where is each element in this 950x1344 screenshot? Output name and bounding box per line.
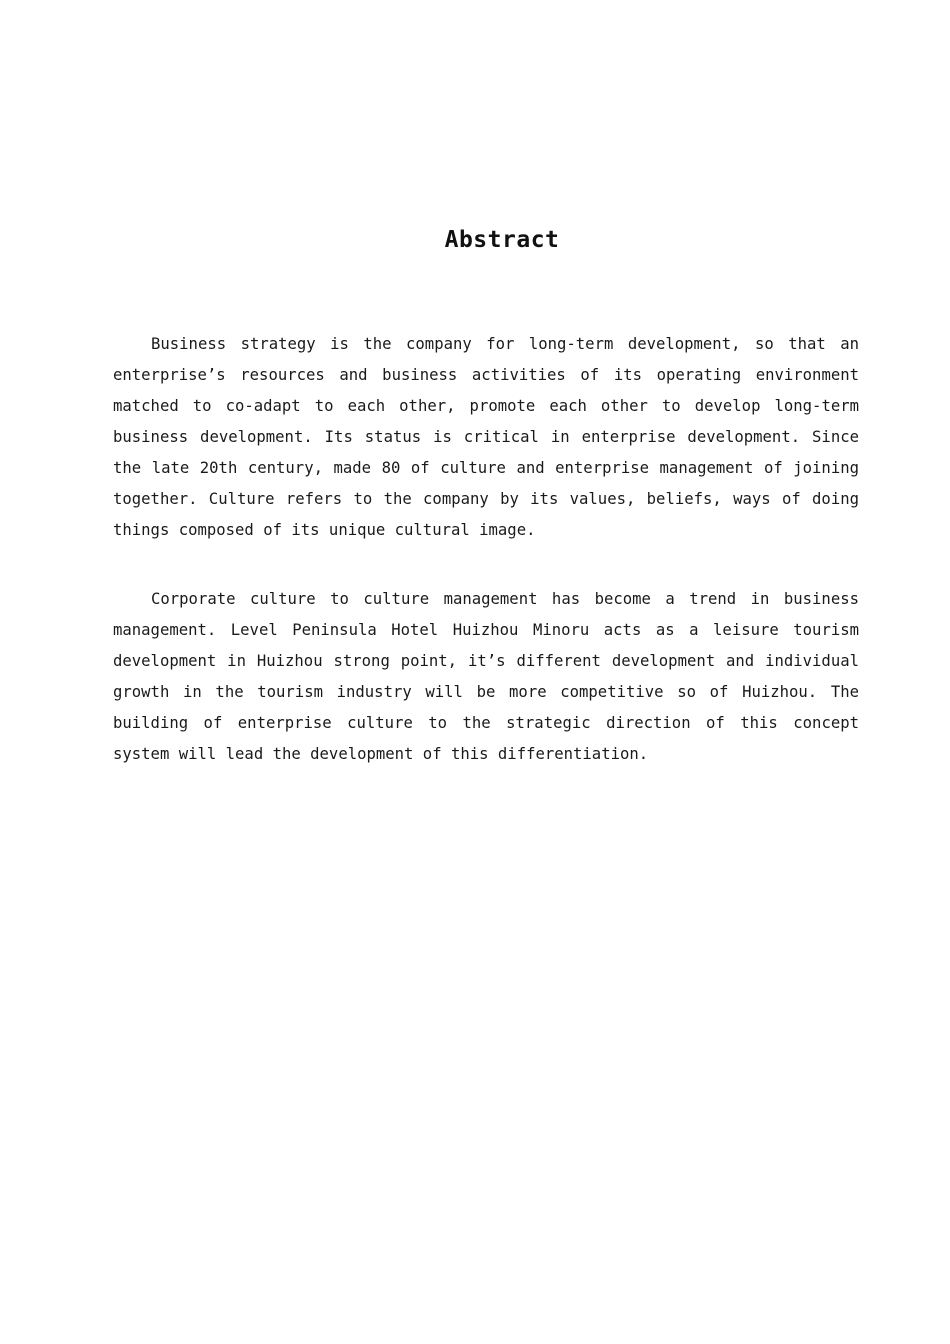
abstract-paragraph-1: Business strategy is the company for long-term development, so that an enterprise’s resources and business activities of its operating environment matched to co-adapt to each other, promote each other to develop long-term business development. Its status is critical in enterprise development. Since the late 20th century, made 80 of culture and enterprise management of joining together. Culture refers to the company by its values, beliefs, ways of doing things composed of its unique cultural image.: [113, 335, 859, 539]
page-title: Abstract: [444, 227, 560, 253]
abstract-paragraph-2: Corporate culture to culture management has become a trend in business management. Level Peninsula Hotel Huizhou Minoru acts as a leisure tourism development in Huizhou strong point, it’s different development and individual growth in the tourism industry will be more competitive so of Huizhou. The building of enterprise culture to the strategic direction of this concept system will lead the development of this differentiation.: [113, 590, 859, 763]
